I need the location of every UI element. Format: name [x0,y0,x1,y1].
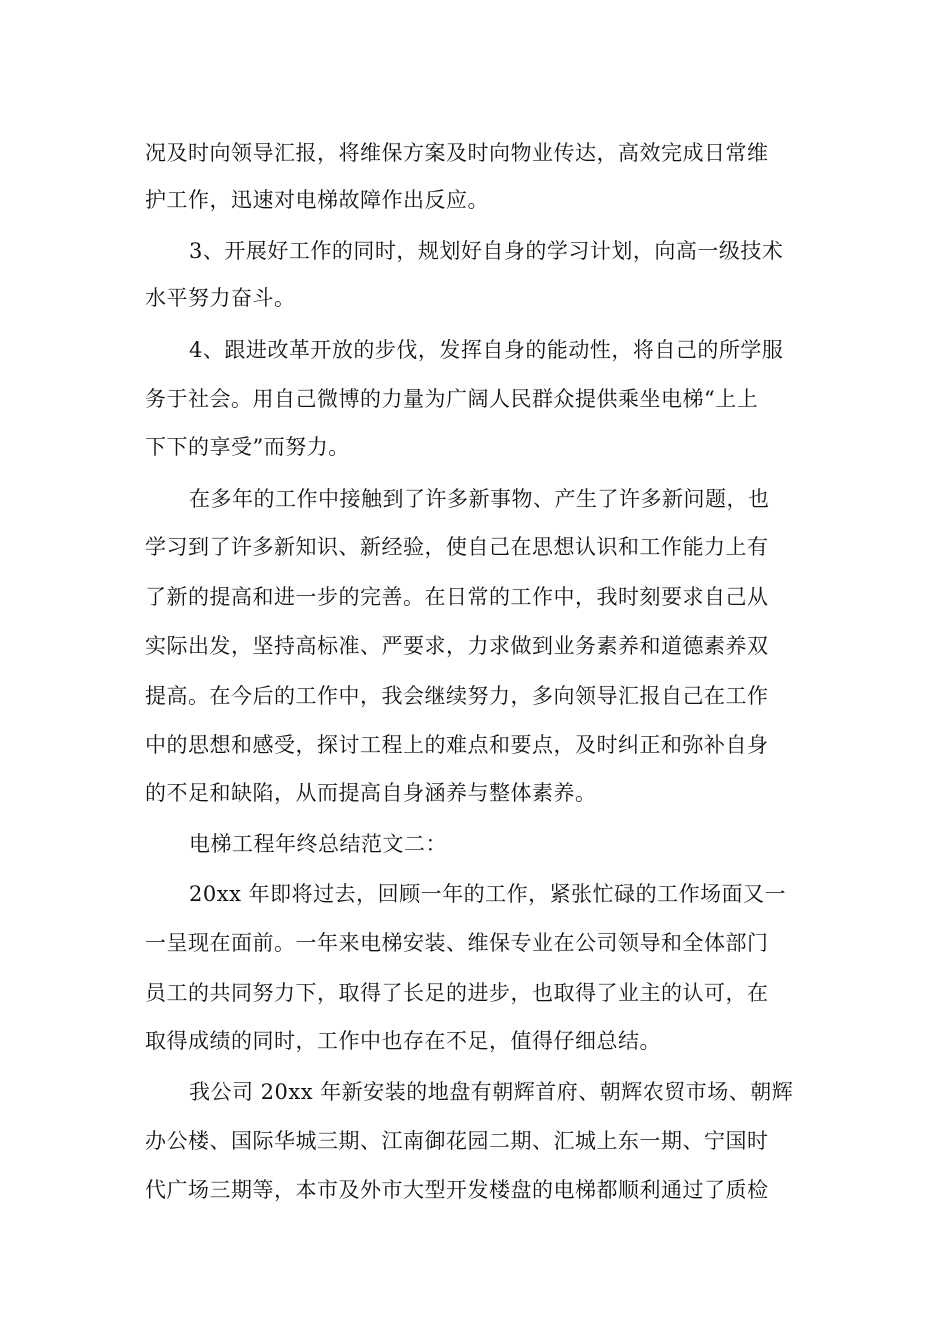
text-line: 一呈现在面前。一年来电梯安装、维保专业在公司领导和全体部门 [145,931,769,955]
text-line: 的不足和缺陷，从而提高自身涵养与整体素养。 [145,781,597,805]
text-line: 20xx 年即将过去，回顾一年的工作，紧张忙碌的工作场面又一 [189,882,787,906]
text-line: 代广场三期等，本市及外市大型开发楼盘的电梯都顺利通过了质检 [145,1178,769,1202]
text-line: 4、跟进改革开放的步伐，发挥自身的能动性，将自己的所学服 [189,338,784,362]
text-line: 下下的享受”而努力。 [145,435,350,459]
text-line: 护工作，迅速对电梯故障作出反应。 [145,188,489,212]
text-line: 水平努力奋斗。 [145,286,296,310]
text-line: 中的思想和感受，探讨工程上的难点和要点，及时纠正和弥补自身 [145,733,769,757]
text-line: 办公楼、国际华城三期、江南御花园二期、汇城上东一期、宁国时 [145,1129,769,1153]
text-line: 了新的提高和进一步的完善。在日常的工作中，我时刻要求自己从 [145,585,769,609]
text-line: 员工的共同努力下，取得了长足的进步，也取得了业主的认可，在 [145,981,769,1005]
text-line: 在多年的工作中接触到了许多新事物、产生了许多新问题，也 [189,487,770,511]
text-line: 提高。在今后的工作中，我会继续努力，多向领导汇报自己在工作 [145,684,769,708]
text-line: 况及时向领导汇报，将维保方案及时向物业传达，高效完成日常维 [145,141,769,165]
text-line: 务于社会。用自己微博的力量为广阔人民群众提供乘坐电梯“上上 [145,387,759,411]
text-line: 实际出发，坚持高标准、严要求，力求做到业务素养和道德素养双 [145,634,769,658]
text-line: 我公司 20xx 年新安装的地盘有朝辉首府、朝辉农贸市场、朝辉 [189,1080,794,1104]
section-heading: 电梯工程年终总结范文二： [189,832,447,856]
text-line: 3、开展好工作的同时，规划好自身的学习计划，向高一级技术 [189,239,784,263]
text-line: 学习到了许多新知识、新经验，使自己在思想认识和工作能力上有 [145,535,769,559]
text-line: 取得成绩的同时，工作中也存在不足，值得仔细总结。 [145,1029,661,1053]
